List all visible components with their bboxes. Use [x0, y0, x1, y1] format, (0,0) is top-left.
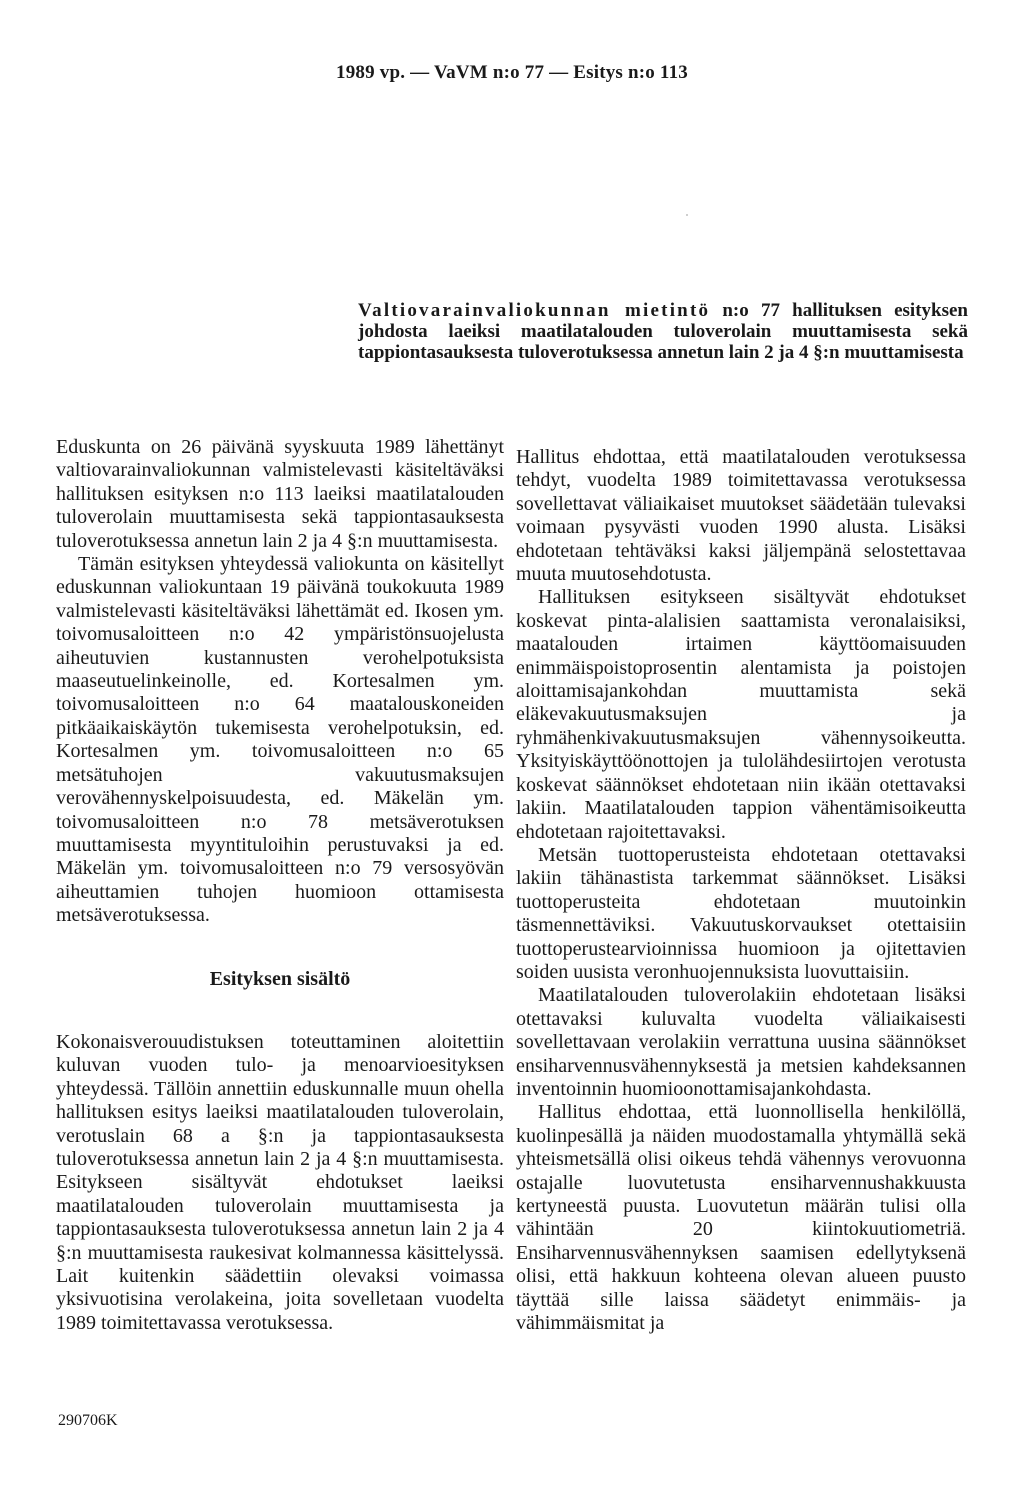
body-paragraph: Maatilatalouden tuloverolakiin ehdotetaan lisäksi otettavaksi kuluvalta vuodelta väliaikaisesti sovellettavaan verolakiin verrattuna uusina säännökset ensiharvennusvähennyksestä ja metsien kahdeksannen inventoinnin huomioonottamisajankohdasta. — [516, 984, 966, 1100]
title-rest: n:o 77 hallituksen esityksen johdosta laeiksi maatilatalouden tuloverolain muuttamisesta sekä tappiontasauksesta tuloverotuksessa annetun lain 2 ja 4 §:n muuttamisesta — [358, 300, 968, 363]
body-paragraph: Hallituksen esitykseen sisältyvät ehdotukset koskevat pinta-alalisien saattamista veronalaisiksi, maatalouden irtaimen käyttöomaisuuden enimmäispoistoprosentin alentamista ja poistojen aloittamisajankohdan muuttamista sekä eläkevakuutusmaksujen ja ryhmähenkivakuutusmaksujen vähennysoikeutta. Yksityiskäyttöönottojen ja tulolähdesiirtojen verotusta koskevat säännökset ehdotetaan niin ikään otettavaksi lakiin. Maatilatalouden tappion vähentämisoikeutta ehdotetaan rajoitettavaksi. — [516, 586, 966, 843]
body-paragraph: Metsän tuottoperusteista ehdotetaan otettavaksi lakiin tähänastista tarkemmat säännökset. Lisäksi tuottoperusteita ehdotetaan muutoinkin täsmennettäviksi. Vakuutuskorvaukset otettaisiin tuottoperustearvioinnissa huomioon ja ojitettavien soiden uusista veronhuojennuksista luovuttaisiin. — [516, 843, 966, 983]
footer-code: 290706K — [58, 1412, 118, 1429]
right-column — [516, 446, 966, 1335]
document-title — [358, 300, 968, 363]
body-paragraph: Eduskunta on 26 päivänä syyskuuta 1989 lähettänyt valtiovarainvaliokunnan valmistelevasti käsiteltäväksi hallituksen esityksen n:o 113 laeiksi maatilatalouden tuloverolain muuttamisesta sekä tappiontasauksesta tuloverotuksessa annetun lain 2 ja 4 §:n muuttamisesta. — [56, 436, 504, 552]
running-head: 1989 vp. — VaVM n:o 77 — Esitys n:o 113 — [336, 62, 688, 83]
left-column — [56, 436, 504, 1335]
body-paragraph: Hallitus ehdottaa, että luonnollisella henkilöllä, kuolinpesällä ja näiden muodostamalla yhtymällä sekä yhteismetsällä olisi oikeus tehdä vähennys verovuonna ostajalle luovutetusta ensiharvennushakkuusta kertyneestä puusta. Luovutetun määrän tulisi olla vähintään 20 kiintokuutiometriä. Ensiharvennusvähennyksen saamisen edellytyksenä olisi, että hakkuun kohteena olevan alueen puusto täyttää sille laissa säädetyt enimmäis- ja vähimmäismitat ja — [516, 1101, 966, 1335]
section-heading: Esityksen sisältö — [209, 967, 351, 990]
body-paragraph: Hallitus ehdottaa, että maatilatalouden verotuksessa tehdyt, vuodelta 1989 toimitettavassa verotuksessa sovellettavat väliaikaiset muutokset säädetään tulevaksi voimaan pysyvästi vuoden 1990 alusta. Lisäksi ehdotetaan tehtäväksi kaksi jäljempänä selostettavaa muuta muutosehdotusta. — [516, 446, 966, 586]
title-lead: Valtiovarainvaliokunnan mietintö — [358, 300, 711, 321]
body-paragraph: Tämän esityksen yhteydessä valiokunta on käsitellyt eduskunnan valiokuntaan 19 päivänä toukokuuta 1989 valmistelevasti käsiteltäväksi lähettämät ed. Ikosen ym. toivomusaloitteen n:o 42 ympäristönsuojelusta aiheutuvien kustannusten verohelpotuksista maaseutuelinkeinolle, ed. Kortesalmen ym. toivomusaloitteen n:o 64 maatalouskoneiden pitkäaikaiskäytön tukemisesta verohelpotuksin, ed. Kortesalmen ym. toivomusaloitteen n:o 65 metsätuhojen vakuutusmaksujen verovähennyskelpoisuudesta, ed. Mäkelän ym. toivomusaloitteen n:o 78 metsäverotuksen muuttamisesta myyntituloihin perustuvaksi ja ed. Mäkelän ym. toivomusaloitteen n:o 79 versosyövän aiheuttamien tuhojen huomioon ottamisesta metsäverotuksessa. — [56, 553, 504, 927]
scan-speck — [686, 214, 688, 216]
body-paragraph: Kokonaisverouudistuksen toteuttaminen aloitettiin kuluvan vuoden tulo- ja menoarvioesityksen yhteydessä. Tällöin annettiin eduskunnalle muun ohella hallituksen esitys laeiksi maatilatalouden tuloverolain, verotuslain 68 a §:n ja tappiontasauksesta tuloverotuksessa annetun lain 2 ja 4 §:n muuttamisesta. Esitykseen sisältyvät ehdotukset laeiksi maatilatalouden tuloverolain muuttamisesta ja tappiontasauksesta tuloverotuksessa annetun lain 2 ja 4 §:n muuttamisesta raukesivat kolmannessa käsittelyssä. Lait kuitenkin säädettiin olevaksi voimassa yksivuotisina verolakeina, joita sovelletaan vuodelta 1989 toimitettavassa verotuksessa. — [56, 1030, 504, 1334]
